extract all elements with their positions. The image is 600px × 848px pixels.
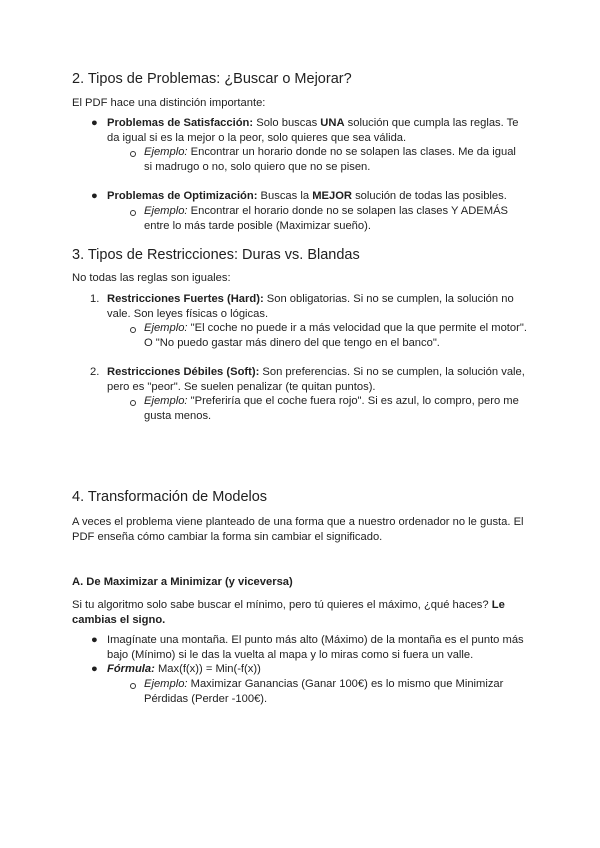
list-item-mountain: Imagínate una montaña. El punto más alto (Máximo) de la montaña es el punto más bajo (Mínimo) si le das la vuelta al mapa y lo miras como si fuera un valle. [107, 634, 524, 661]
example-label: Ejemplo: [144, 395, 188, 407]
subsection-a-title: A. De Maximizar a Minimizar (y viceversa) [72, 576, 293, 588]
formula-label [107, 663, 155, 675]
example-text: Encontrar el horario donde no se solapen las clases Y ADEMÁS entre lo más tarde posible (Maximizar sueño). [144, 205, 509, 232]
example-item [144, 145, 525, 175]
example-item [144, 321, 530, 351]
bullet-icon: ● [91, 190, 98, 202]
bullet-icon: ● [91, 663, 98, 675]
paragraph-text: Si tu algoritmo solo sabe buscar el mínimo, pero tú quieres el máximo, ¿qué haces? [72, 599, 492, 611]
formula-text: Max(f(x)) = Min(-f(x)) [154, 663, 261, 675]
section-2-intro: El PDF hace una distinción importante: [72, 97, 266, 109]
item-text: solución de todas las posibles. [351, 190, 507, 202]
circle-bullet-icon [130, 210, 136, 216]
example-text: "El coche no puede ir a más velocidad que la que permite el motor". O "No puedo gastar más dinero del que tengo en el banco". [144, 322, 527, 349]
list-number: 2. [90, 366, 100, 378]
example-label: Ejemplo: [144, 678, 188, 690]
list-item-optimization [107, 189, 521, 204]
example-item [144, 394, 525, 424]
list-item-hard [107, 292, 521, 322]
list-item-formula [107, 662, 521, 677]
list-number: 1. [90, 293, 100, 305]
item-label: Restricciones Débiles (Soft): [107, 366, 260, 378]
example-text: "Preferiría que el coche fuera rojo". Si es azul, lo compro, pero me gusta menos. [144, 395, 519, 422]
list-item-soft [107, 365, 525, 395]
circle-bullet-icon [130, 327, 136, 333]
section-3-intro: No todas las reglas son iguales: [72, 272, 231, 284]
item-bold: UNA [320, 117, 345, 129]
item-label: Problemas de Satisfacción: [107, 117, 254, 129]
item-text: Buscas la [257, 190, 313, 202]
item-bold: MEJOR [312, 190, 352, 202]
section-4-intro: A veces el problema viene planteado de una forma que a nuestro ordenador no le gusta. El PDF enseña cómo cambiar la forma sin cambiar el significado. [72, 516, 524, 543]
item-label: Problemas de Optimización: [107, 190, 258, 202]
paragraph-bold: Le cambias el signo. [72, 599, 505, 626]
list-item-satisfaction [107, 116, 521, 146]
example-label: Ejemplo: [144, 205, 188, 217]
item-label: Restricciones Fuertes (Hard): [107, 293, 264, 305]
subsection-a-paragraph [72, 598, 522, 628]
bullet-icon: ● [91, 117, 98, 129]
section-3-title: 3. Tipos de Restricciones: Duras vs. Blandas [72, 247, 360, 263]
item-text: Son obligatorias. Si no se cumplen, la solución no vale. Son leyes físicas o lógicas. [107, 293, 514, 320]
bullet-icon: ● [91, 634, 98, 646]
item-text: solución que cumpla las reglas. Te da igual si es la mejor o la peor, solo quieres que sea válida. [107, 117, 519, 144]
example-item [144, 204, 514, 234]
example-label: Ejemplo: [144, 322, 188, 334]
example-text: Maximizar Ganancias (Ganar 100€) es lo mismo que Minimizar Pérdidas (Perder -100€). [144, 678, 504, 705]
circle-bullet-icon [130, 151, 136, 157]
item-text: Son preferencias. Si no se cumplen, la solución vale, pero es "peor". Se suelen penalizar (te quitan puntos). [107, 366, 525, 393]
example-text: Encontrar un horario donde no se solapen las clases. Me da igual si madrugo o no, solo quiero que no se pisen. [144, 146, 516, 173]
circle-bullet-icon [130, 683, 136, 689]
section-2-title: 2. Tipos de Problemas: ¿Buscar o Mejorar? [72, 71, 352, 87]
example-item [144, 677, 524, 707]
section-4-title: 4. Transformación de Modelos [72, 489, 268, 505]
example-label: Ejemplo: [144, 146, 188, 158]
circle-bullet-icon [130, 400, 136, 406]
item-text: Solo buscas [253, 117, 321, 129]
formula-label-text: Fórmula: [107, 663, 155, 675]
